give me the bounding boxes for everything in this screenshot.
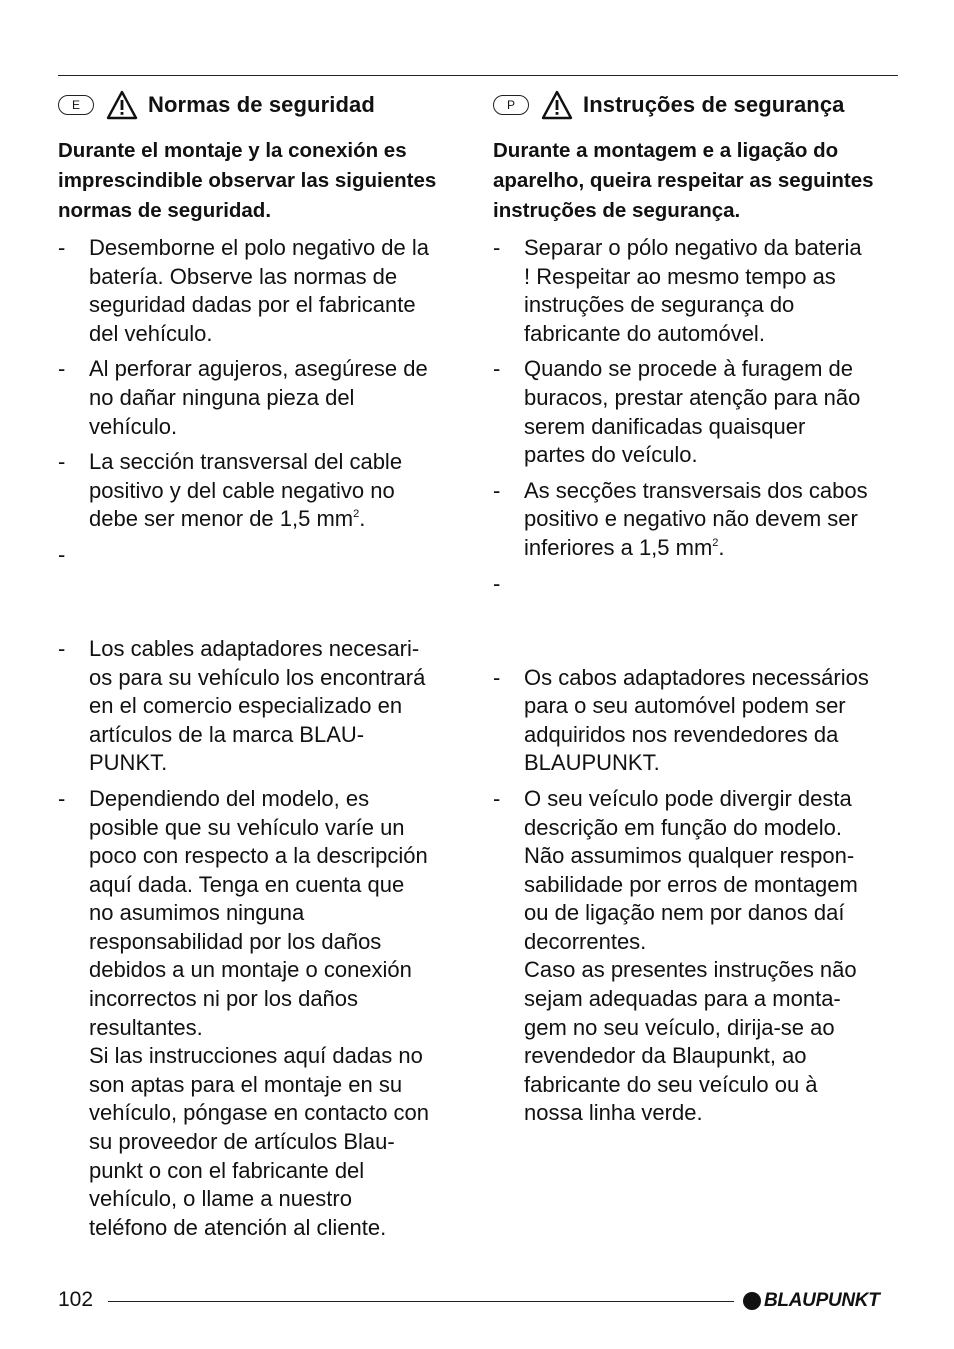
list-item-text: O seu veículo pode divergir desta descrição em função do modelo. Não assumimos qualquer respon- sabilidade por erros de montagem ou de ligação nem por danos daí decorrentes. Caso as presentes instruções não sejam adequadas para a monta- gem no seu veículo, dirija-se ao revendedor da Blaupunkt, ao fabricante do seu veículo ou à nossa linha verde. [524, 785, 858, 1126]
list-item-text: Separar o pólo negativo da bateria ! Respeitar ao mesmo tempo as instruções de segurança do fabricante do automóvel. [524, 235, 862, 346]
list-item [493, 477, 899, 563]
top-divider [58, 75, 898, 76]
bullet-dash: - [58, 449, 66, 475]
list-item [493, 355, 899, 469]
list-item-text: Al perforar agujeros, asegúrese de no dañar ninguna pieza del vehículo. [89, 356, 428, 439]
bullet-dash: - [493, 570, 501, 596]
page-number: 102 [58, 1288, 94, 1311]
list-item-text: Los cables adaptadores necesari- os para su vehículo los encontrará en el comercio especializado en artículos de la marca BLAU- PUNKT. [89, 635, 426, 776]
intro-portuguese: Durante a montagem e a ligação do aparelho, queira respeitar as seguintes instruções de segurança. [493, 139, 874, 222]
language-badge-e: E [58, 95, 94, 115]
bullet-dash: - [58, 235, 66, 260]
footer-divider [108, 1301, 734, 1302]
cable-text: As secções transversais dos cabos positivo e negativo não devem ser inferiores a 1,5 mm [524, 477, 868, 560]
list-item-empty [493, 570, 899, 657]
section-header-portuguese [493, 82, 899, 128]
section-title-portuguese: Instruções de segurança [583, 92, 845, 117]
section-title-spanish: Normas de seguridad [148, 92, 375, 117]
sentence-end: . [359, 506, 366, 532]
bullet-dash: - [493, 477, 501, 503]
list-item [493, 785, 899, 1128]
sentence-end: . [718, 534, 725, 560]
bullet-dash: - [493, 235, 501, 260]
cable-text: La sección transversal del cable positivo y del cable negativo no debe ser menor de 1,5 mm [89, 449, 403, 532]
section-header-spanish [58, 82, 464, 128]
unit-superscript: 2 [353, 508, 360, 521]
warning-triangle-icon [541, 90, 573, 120]
bullet-dash: - [493, 664, 501, 690]
intro-spanish: Durante el montaje y la conexión es imprescindible observar las siguientes normas de seguridad. [58, 139, 437, 222]
language-badge-p: P [493, 95, 529, 115]
column-spanish [58, 82, 464, 1249]
list-item-empty [58, 541, 464, 628]
unit-superscript: 2 [712, 536, 719, 549]
bullet-dash: - [58, 635, 66, 661]
column-portuguese [493, 82, 899, 1135]
list-item-text: Quando se procede à furagem de buracos, prestar atenção para não serem danificadas quaisquer partes do veículo. [524, 356, 861, 468]
brand-logo [743, 1290, 880, 1312]
list-item [58, 355, 464, 441]
list-item [58, 234, 464, 348]
safety-list-portuguese [493, 234, 899, 1128]
list-item [493, 664, 899, 778]
brand-name: BLAUPUNKT [764, 1290, 880, 1311]
list-item-text: Os cabos adaptadores necessários para o seu automóvel podem ser adquiridos nos revendedores da BLAUPUNKT. [524, 664, 869, 776]
brand-dot-icon [743, 1292, 761, 1310]
list-item-text: Dependiendo del modelo, es posible que su vehículo varíe un poco con respecto a la descripción aquí dada. Tenga en cuenta que no asumimos ninguna responsabilidad por los daños debidos a un montaje o conexión incorrectos ni por los daños resultantes. Si las instrucciones aquí dadas no son aptas para el montaje en su vehículo, póngase en contacto con su proveedor de artículos Blau- punkt o con el fabricante del vehículo, o llame a nuestro teléfono de atención al cliente. [89, 785, 430, 1240]
list-item [493, 234, 899, 348]
bullet-dash: - [58, 541, 66, 567]
bullet-dash: - [493, 785, 501, 811]
safety-list-spanish [58, 234, 464, 1242]
list-item-text: Desemborne el polo negativo de la batería. Observe las normas de seguridad dadas por el fabricante del vehículo. [89, 235, 430, 346]
list-item [58, 448, 464, 534]
bullet-dash: - [58, 785, 66, 811]
list-item-text [89, 448, 464, 534]
bullet-dash: - [58, 356, 66, 382]
list-item [58, 785, 464, 1243]
bullet-dash: - [493, 356, 501, 382]
list-item-text [524, 477, 899, 563]
list-item [58, 635, 464, 778]
warning-triangle-icon [106, 90, 138, 120]
